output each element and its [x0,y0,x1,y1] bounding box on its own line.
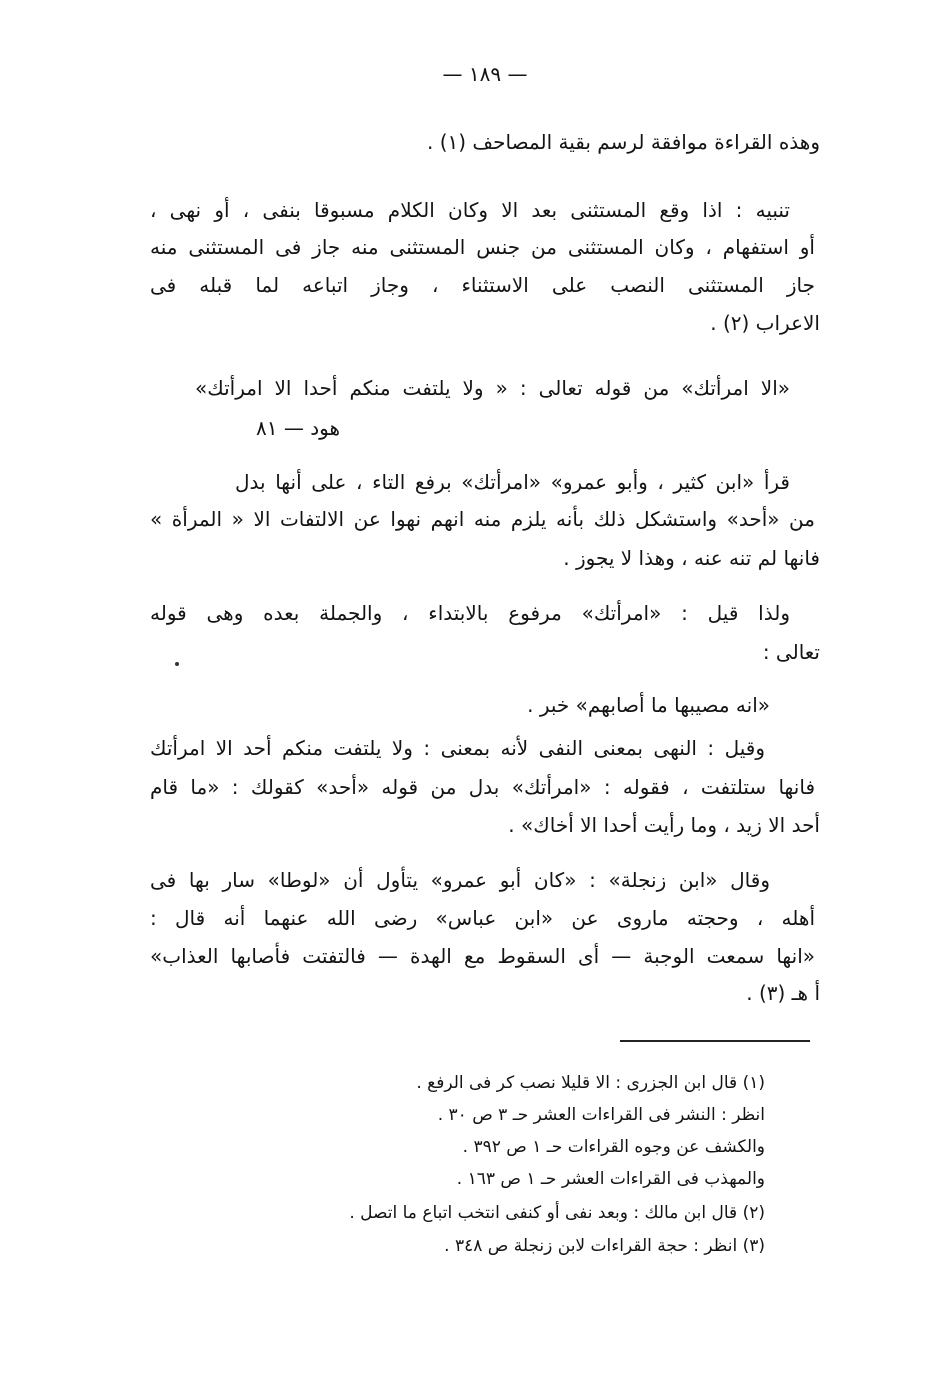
text-line-9: من «أحد» واستشكل ذلك بأنه يلزم منه انهم نهوا عن الالتفات الا « المرأة » [150,507,815,531]
footnote-2: (٢) قال ابن مالك : وبعد نفى أو كنفى انتخب اتباع ما اتصل . [349,1203,765,1223]
footnote-1: (١) قال ابن الجزرى : الا قليلا نصب كر فى الرفع . [416,1073,765,1093]
footnote-3: (٣) انظر : حجة القراءات لابن زنجلة ص ٣٤٨ . [444,1236,765,1256]
footnote-1-ref-1: انظر : النشر فى القراءات العشر حـ ٣ ص ٣٠ . [437,1105,765,1125]
text-line-16: أحد الا زيد ، وما رأيت أحدا الا أخاك» . [508,813,820,837]
page-number: — ١٨٩ — [442,62,528,86]
footnote-separator [620,1040,810,1042]
text-line-18: أهله ، وحجته ماروى عن «ابن عباس» رضى الله عنهما أنه قال : [150,906,815,930]
footnote-1-ref-2: والكشف عن وجوه القراءات حـ ١ ص ٣٩٢ . [462,1137,765,1157]
text-line-2: تنبيه : اذا وقع المستثنى بعد الا وكان الكلام مسبوقا بنفى ، أو نهى ، [150,198,790,222]
stray-dot [175,662,179,666]
text-line-8: قرأ «ابن كثير ، وأبو عمرو» «امرأتك» برفع التاء ، على أنها بدل [235,470,790,494]
text-line-14: وقيل : النهى بمعنى النفى لأنه بمعنى : ولا يلتفت منكم أحد الا امرأتك [150,736,765,760]
text-line-17: وقال «ابن زنجلة» : «كان أبو عمرو» يتأول أن «لوطا» سار بها فى [150,868,770,892]
text-line-13: «انه مصيبها ما أصابهم» خبر . [527,693,770,717]
text-line-7: هود — ٨١ [256,416,340,440]
text-line-10: فانها لم تنه عنه ، وهذا لا يجوز . [563,546,820,570]
text-line-3: أو استفهام ، وكان المستثنى من جنس المستثنى منه جاز فى المستثنى منه [150,235,815,259]
text-line-5: الاعراب (٢) . [710,311,820,335]
text-line-19: «انها سمعت الوجبة — أى السقوط مع الهدة — فالتفتت فأصابها العذاب» [150,944,815,968]
text-line-11: ولذا قيل : «امرأتك» مرفوع بالابتداء ، والجملة بعده وهى قوله [150,601,790,625]
text-line-12: تعالى : [762,640,820,664]
text-line-15: فانها ستلتفت ، فقوله : «امرأتك» بدل من قوله «أحد» كقولك : «ما قام [150,775,815,799]
text-line-6: «الا امرأتك» من قوله تعالى : « ولا يلتفت منكم أحدا الا امرأتك» [195,376,790,400]
text-line-20: أ هـ (٣) . [746,981,820,1005]
footnote-1-ref-3: والمهذب فى القراءات العشر حـ ١ ص ١٦٣ . [456,1169,765,1189]
text-line-1: وهذه القراءة موافقة لرسم بقية المصاحف (١) . [426,130,820,154]
text-line-4: جاز المستثنى النصب على الاستثناء ، وجاز اتباعه لما قبله فى [150,273,815,297]
